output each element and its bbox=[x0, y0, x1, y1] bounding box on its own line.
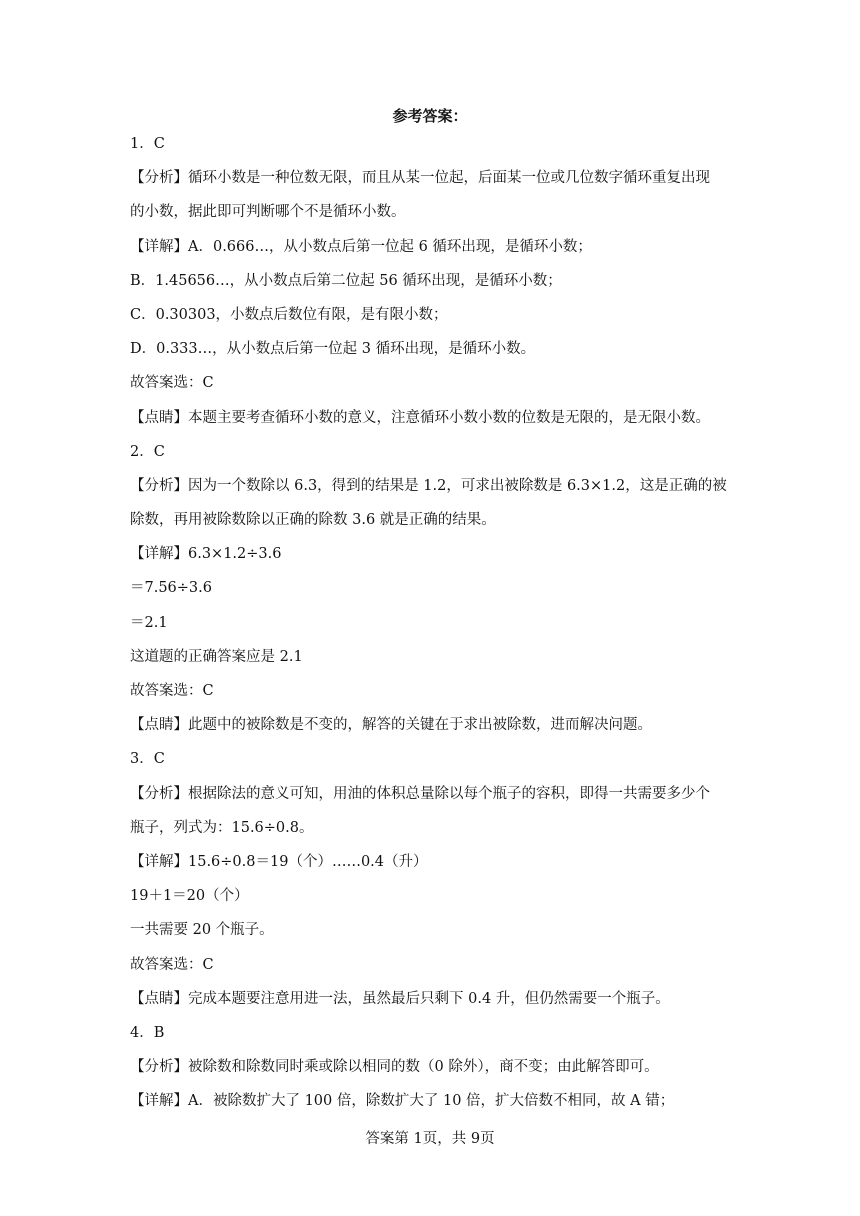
answer-line: 【详解】A．0.666…，从小数点后第一位起 6 循环出现，是循环小数； bbox=[130, 238, 592, 255]
answer-line: 【详解】6.3×1.2÷3.6 bbox=[130, 546, 282, 563]
answer-line: ＝2.1 bbox=[130, 614, 168, 631]
answer-line: 【详解】A．被除数扩大了 100 倍，除数扩大了 10 倍，扩大倍数不相同，故 A 错； bbox=[130, 1093, 675, 1110]
answer-line: 一共需要 20 个瓶子。 bbox=[130, 922, 274, 939]
answer-line: 【分析】被除数和除数同时乘或除以相同的数（0 除外），商不变；由此解答即可。 bbox=[130, 1059, 659, 1076]
answer-line: 故答案选：C bbox=[130, 683, 214, 699]
answer-line: 的小数，据此即可判断哪个不是循环小数。 bbox=[130, 204, 406, 221]
answer-content bbox=[130, 134, 734, 1125]
answer-line: 故答案选：C bbox=[130, 375, 214, 392]
answer-line: 1．C bbox=[130, 136, 165, 152]
page-footer: 答案第 1页，共 9页 bbox=[365, 1131, 495, 1147]
answer-line: 【详解】15.6÷0.8＝19（个）……0.4（升） bbox=[130, 853, 428, 870]
answer-line: 【点睛】此题中的被除数是不变的，解答的关键在于求出被除数，进而解决问题。 bbox=[130, 717, 652, 734]
answer-line: 2．C bbox=[130, 443, 165, 460]
answer-line: 这道题的正确答案应是 2.1 bbox=[130, 648, 303, 665]
answer-line: 【分析】循环小数是一种位数无限，而且从某一位起，后面某一位或几位数字循环重复出现 bbox=[130, 170, 710, 187]
answer-line: ＝7.56÷3.6 bbox=[130, 580, 212, 597]
answer-line: B．1.45656…，从小数点后第二位起 56 循环出现，是循环小数； bbox=[130, 272, 562, 289]
answer-line: C．0.30303，小数点后数位有限，是有限小数； bbox=[130, 306, 448, 323]
answer-line: 4．B bbox=[130, 1024, 165, 1041]
page-title: 参考答案： bbox=[392, 107, 468, 125]
answer-line: 19＋1＝20（个） bbox=[130, 888, 249, 905]
answer-line: 【分析】根据除法的意义可知，用油的体积总量除以每个瓶子的容积，即得一共需要多少个 bbox=[130, 785, 710, 802]
answer-line: 【点睛】完成本题要注意用进一法，虽然最后只剩下 0.4 升，但仍然需要一个瓶子。 bbox=[130, 990, 670, 1007]
answer-line: D．0.333…，从小数点后第一位起 3 循环出现，是循环小数。 bbox=[130, 341, 536, 358]
answer-line: 3．C bbox=[130, 751, 165, 768]
answer-line: 【点睛】本题主要考查循环小数的意义，注意循环小数小数的位数是无限的，是无限小数。 bbox=[130, 409, 710, 426]
answer-line: 瓶子，列式为：15.6÷0.8。 bbox=[130, 819, 314, 836]
answer-line: 【分析】因为一个数除以 6.3，得到的结果是 1.2，可求出被除数是 6.3×1.2，这是正确的被 bbox=[130, 477, 727, 494]
answer-line: 除数，再用被除数除以正确的除数 3.6 就是正确的结果。 bbox=[130, 512, 496, 529]
answer-line: 故答案选：C bbox=[130, 956, 214, 973]
